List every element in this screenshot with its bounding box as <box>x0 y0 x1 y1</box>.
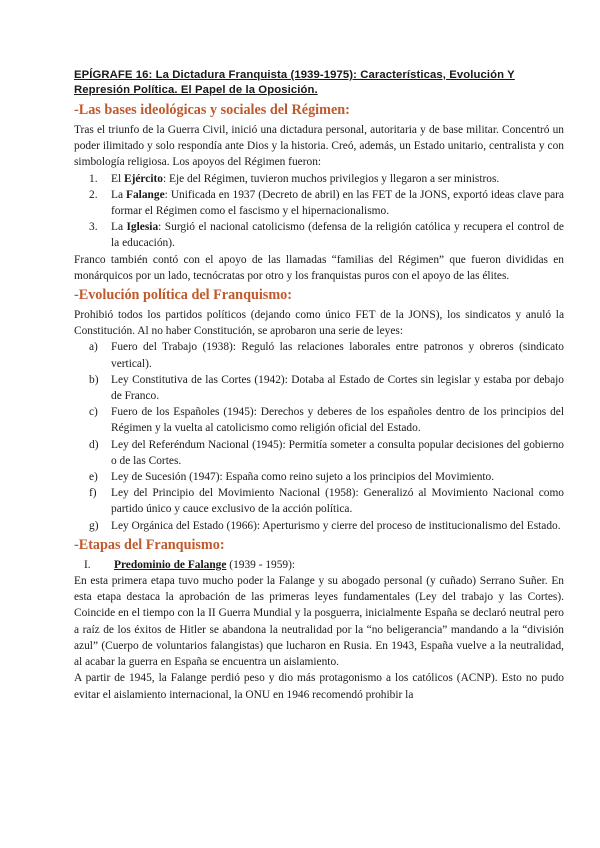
list-item-term: Falange <box>126 188 165 201</box>
section-heading-bases: -Las bases ideológicas y sociales del Régimen: <box>74 102 350 118</box>
lettered-list-leyes <box>74 339 564 533</box>
list-item-prefix: La <box>111 221 127 234</box>
list-item <box>74 372 564 404</box>
list-item <box>74 187 564 219</box>
stage-marker: I. <box>84 558 91 571</box>
list-marker: 2. <box>89 188 98 201</box>
paragraph-bases-intro: Tras el triunfo de la Guerra Civil, inició una dictadura personal, autoritaria y de base militar. Concentró un poder ilimitado y solo respondía ante Dios y la historia. Creó, además, un Estado unitario, centralista y con simbología religiosa. Los apoyos del Régimen fueron: <box>74 124 564 169</box>
list-item-text: Fuero de los Españoles (1945): Derechos y deberes de los españoles dentro de los principios del Régimen y la vuelta al catolicismo como religión oficial del Estado. <box>111 406 564 435</box>
list-item <box>74 485 564 517</box>
stage-title: Predominio de Falange <box>114 558 227 571</box>
list-item-text: Fuero del Trabajo (1938): Reguló las relaciones laborales entre patronos y obreros (sindicato vertical). <box>111 341 564 370</box>
list-item <box>74 219 564 251</box>
section-heading-etapas: -Etapas del Franquismo: <box>74 536 225 553</box>
numbered-list-apoyos <box>74 171 564 252</box>
paragraph-bases-outro: Franco también contó con el apoyo de las llamadas “familias del Régimen” que fueron divididas en monárquicos por un lado, tecnócratas por otro y los franquistas puros con el apoyo de las élites. <box>74 253 564 282</box>
list-item <box>74 171 564 187</box>
list-marker: 1. <box>89 172 98 185</box>
list-item-text: : Eje del Régimen, tuvieron muchos privilegios y llegaron a ser ministros. <box>163 172 500 185</box>
list-item-text: Ley Constitutiva de las Cortes (1942): Dotaba al Estado de Cortes sin legislar y estaba por debajo de Franco. <box>111 373 564 403</box>
list-item-prefix: El <box>111 172 124 185</box>
paragraph-evolucion-intro: Prohibió todos los partidos políticos (dejando como único FET de la JONS), los sindicatos y anuló la Constitución. Al no haber Constitución, se aprobaron una serie de leyes: <box>74 309 564 338</box>
list-marker: 3. <box>89 221 98 234</box>
list-item <box>74 437 564 469</box>
list-marker: c) <box>89 406 98 419</box>
list-marker: d) <box>89 438 99 451</box>
list-item-text: Ley de Sucesión (1947): España como reino sujeto a los principios del Movimiento. <box>111 471 495 484</box>
list-marker: b) <box>89 373 99 386</box>
list-marker: e) <box>89 471 98 484</box>
list-item <box>74 339 564 371</box>
page-title: EPÍGRAFE 16: La Dictadura Franquista (1939-1975): Características, Evolución Y Represión Política. El Papel de la Oposición. <box>74 69 515 96</box>
paragraph-etapa-2: A partir de 1945, la Falange perdió peso y dio más protagonismo a los católicos (ACNP). Esto no pudo evitar el aislamiento internacional, la ONU en 1946 recomendó prohibir la <box>74 672 564 701</box>
list-item-prefix: La <box>111 188 127 201</box>
list-marker: f) <box>89 487 97 500</box>
list-item <box>74 469 564 485</box>
list-item-text: Ley del Referéndum Nacional (1945): Permitía someter a consulta popular decisiones del gobierno o de las Cortes. <box>111 438 564 467</box>
list-item-text: : Unificada en 1937 (Decreto de abril) en las FET de la JONS, exportó ideas clave para formar el Régimen como el fascismo y el hipernacionalismo. <box>111 188 564 218</box>
list-item-term: Ejército <box>123 172 163 185</box>
list-marker: g) <box>89 519 99 532</box>
list-item-text: : Surgió el nacional catolicismo (defensa de la religión católica y recupera el control de la educación). <box>111 221 564 250</box>
section-heading-evolucion: -Evolución política del Franquismo: <box>74 287 292 304</box>
list-item-text: Ley Orgánica del Estado (1966): Aperturismo y cierre del proceso de institucionalismo del Estado. <box>111 519 561 532</box>
list-item <box>74 518 564 534</box>
list-item-text: Ley del Principio del Movimiento Nacional (1958): Generalizó al Movimiento Nacional como partido único y cauce exclusivo de la acción política. <box>111 487 564 516</box>
list-marker: a) <box>89 341 98 354</box>
stage-heading-falange <box>74 557 564 573</box>
paragraph-etapa-1: En esta primera etapa tuvo mucho poder la Falange y su abogado personal (y cuñado) Serrano Suñer. En esta etapa destaca la aprobación de las primeras leyes fundamentales (Ley del trabajo y las Cortes). Coincide en el tiempo con la II Guerra Mundial y la posguerra, inicialmente España se declaró neutral pero a raíz de los éxitos de Hitler se abandona la neutralidad por la “no beligerancia” mandando a la “división azul” (Cuerpo de voluntarios falangistas) que lucharon en Rusia. En 1943, España vuelve a la neutralidad, al acabar la guerra en España se encuentra un aislamiento. <box>74 575 564 669</box>
stage-dates: (1939 - 1959): <box>226 558 296 571</box>
list-item <box>74 404 564 436</box>
list-item-term: Iglesia <box>126 221 159 234</box>
